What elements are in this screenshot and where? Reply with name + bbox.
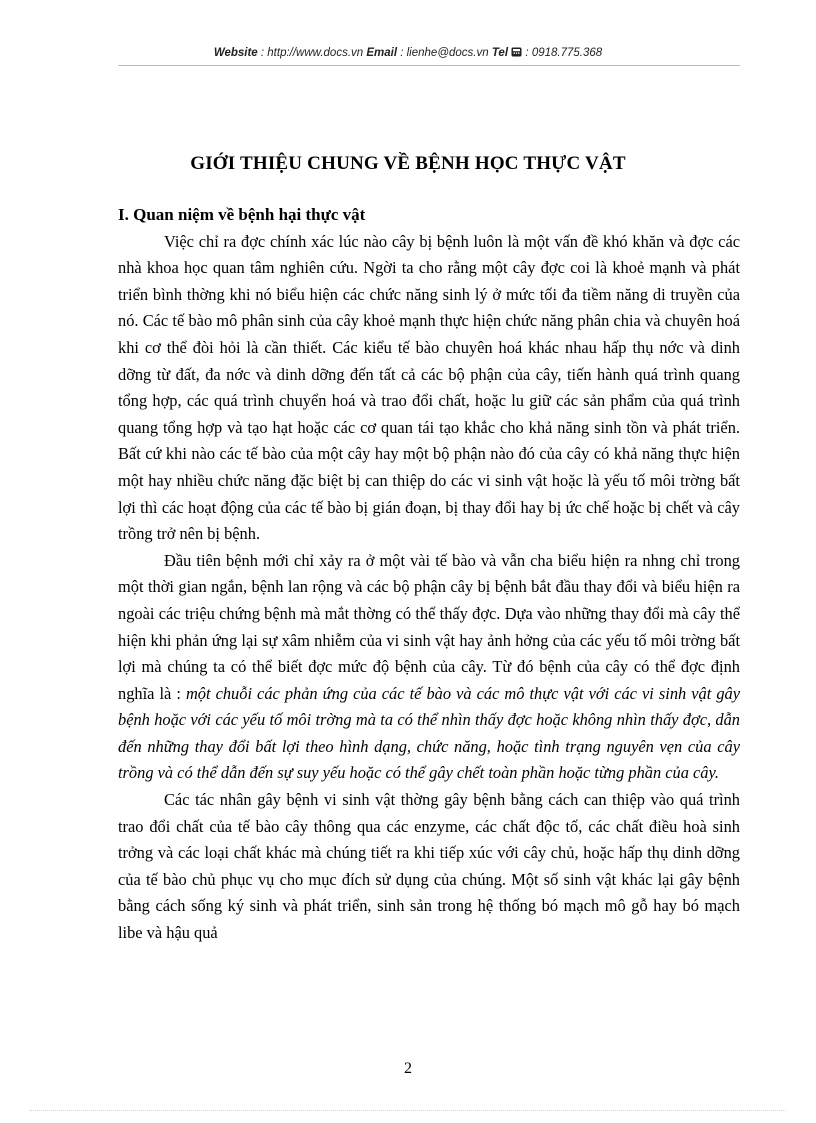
page-number: 2: [404, 1060, 412, 1077]
website-value: : http://www.docs.vn: [257, 47, 367, 59]
website-label: Website: [213, 47, 258, 59]
header-divider: [118, 65, 740, 66]
paragraph-2: [118, 548, 740, 787]
page-title: GIỚI THIỆU CHUNG VỀ BỆNH HỌC THỰC VẬT: [190, 153, 626, 174]
paragraph-1: Việc chỉ ra đợc chính xác lúc nào cây bị bệnh luôn là một vấn đề khó khăn và đợc các nhà khoa học quan tâm nghiên cứu. Ngời ta cho rằng một cây đợc coi là khoẻ mạnh và phát triển bình thờng khi nó biểu hiện các chức năng sinh lý ở mức tối đa tiềm năng di truyền của nó. Các tế bào mô phân sinh của cây khoẻ mạnh thực hiện chức năng phân chia và chuyên hoá khi cơ thể đòi hỏi là cần thiết. Các kiểu tế bào chuyên hoá khác nhau hấp thụ nớc và dinh dỡng từ đất, đa nớc và dinh dỡng đến tất cả các bộ phận của cây, tiến hành quá trình quang tổng hợp, các quá trình chuyển hoá và trao đổi chất, hoặc lu giữ các sản phẩm của quá trình quang tổng hợp và tạo hạt hoặc các cơ quan tái tạo khắc cho khả năng sinh tồn và phát triển. Bất cứ khi nào các tế bào của một cây hay một bộ phận nào đó của cây có khả năng thực hiện một hay nhiều chức năng đặc biệt bị can thiệp do các vi sinh vật hoặc là yếu tố môi trờng bất lợi thì các hoạt động của các tế bào bị gián đoạn, bị thay đổi hay bị ức chế hoặc bị chết và cây trồng trở nên bị bệnh.: [118, 231, 740, 544]
document-body: [118, 202, 740, 947]
email-label: Email: [366, 47, 398, 59]
phone-icon: [511, 47, 522, 60]
paragraph-2-text: Đầu tiên bệnh mới chỉ xảy ra ở một vài tế bào và vẫn cha biểu hiện ra nhng chỉ trong một thời gian ngắn, bệnh lan rộng và các bộ phận cây bị bệnh bắt đầu thay đổi và biểu hiện ra ngoài các triệu chứng bệnh mà mắt thờng có thể thấy đợc. Dựa vào những thay đổi mà cây thể hiện khi phản ứng lại sự xâm nhiễm của vi sinh vật hay ảnh hởng của các yếu tố môi trờng bất lợi mà chúng ta có thể biết đợc mức độ bệnh của cây. Từ đó bệnh của cây có thể đợc định nghĩa là :: [118, 550, 740, 703]
paragraph-3: Các tác nhân gây bệnh vi sinh vật thờng gây bệnh bằng cách can thiệp vào quá trình trao đổi chất của tế bào cây thông qua các enzyme, các chất độc tố, các chất điều hoà sinh trởng và các loại chất khác mà chúng tiết ra khi tiếp xúc với cây chủ, hoặc hấp thụ dinh dỡng của tế bào chủ phục vụ cho mục đích sử dụng của chúng. Một số sinh vật khác lại gây bệnh bằng cách sống ký sinh và phát triển, sinh sản trong hệ thống bó mạch mô gỗ hay bó mạch libe và hậu quả: [118, 790, 740, 943]
tel-label: Tel: [491, 47, 509, 59]
tel-value: : 0918.775.368: [522, 47, 603, 59]
page-header: [0, 47, 816, 60]
footer-divider: [30, 1110, 786, 1111]
section-heading: I. Quan niệm về bệnh hại thực vật: [118, 205, 366, 224]
email-value: : lienhe@docs.vn: [397, 47, 492, 59]
disease-definition: một chuỗi các phản ứng của các tế bào và các mô thực vật với các vi sinh vật gây bệnh hoặc với các yếu tố môi trờng mà ta có thể nhìn thấy đợc hoặc không nhìn thấy đợc, dẫn đến những thay đổi bất lợi theo hình dạng, chức năng, hoặc tình trạng nguyên vẹn của cây trồng và có thể dẫn đến sự suy yếu hoặc có thể gây chết toàn phần hoặc từng phần của cây.: [118, 683, 740, 783]
